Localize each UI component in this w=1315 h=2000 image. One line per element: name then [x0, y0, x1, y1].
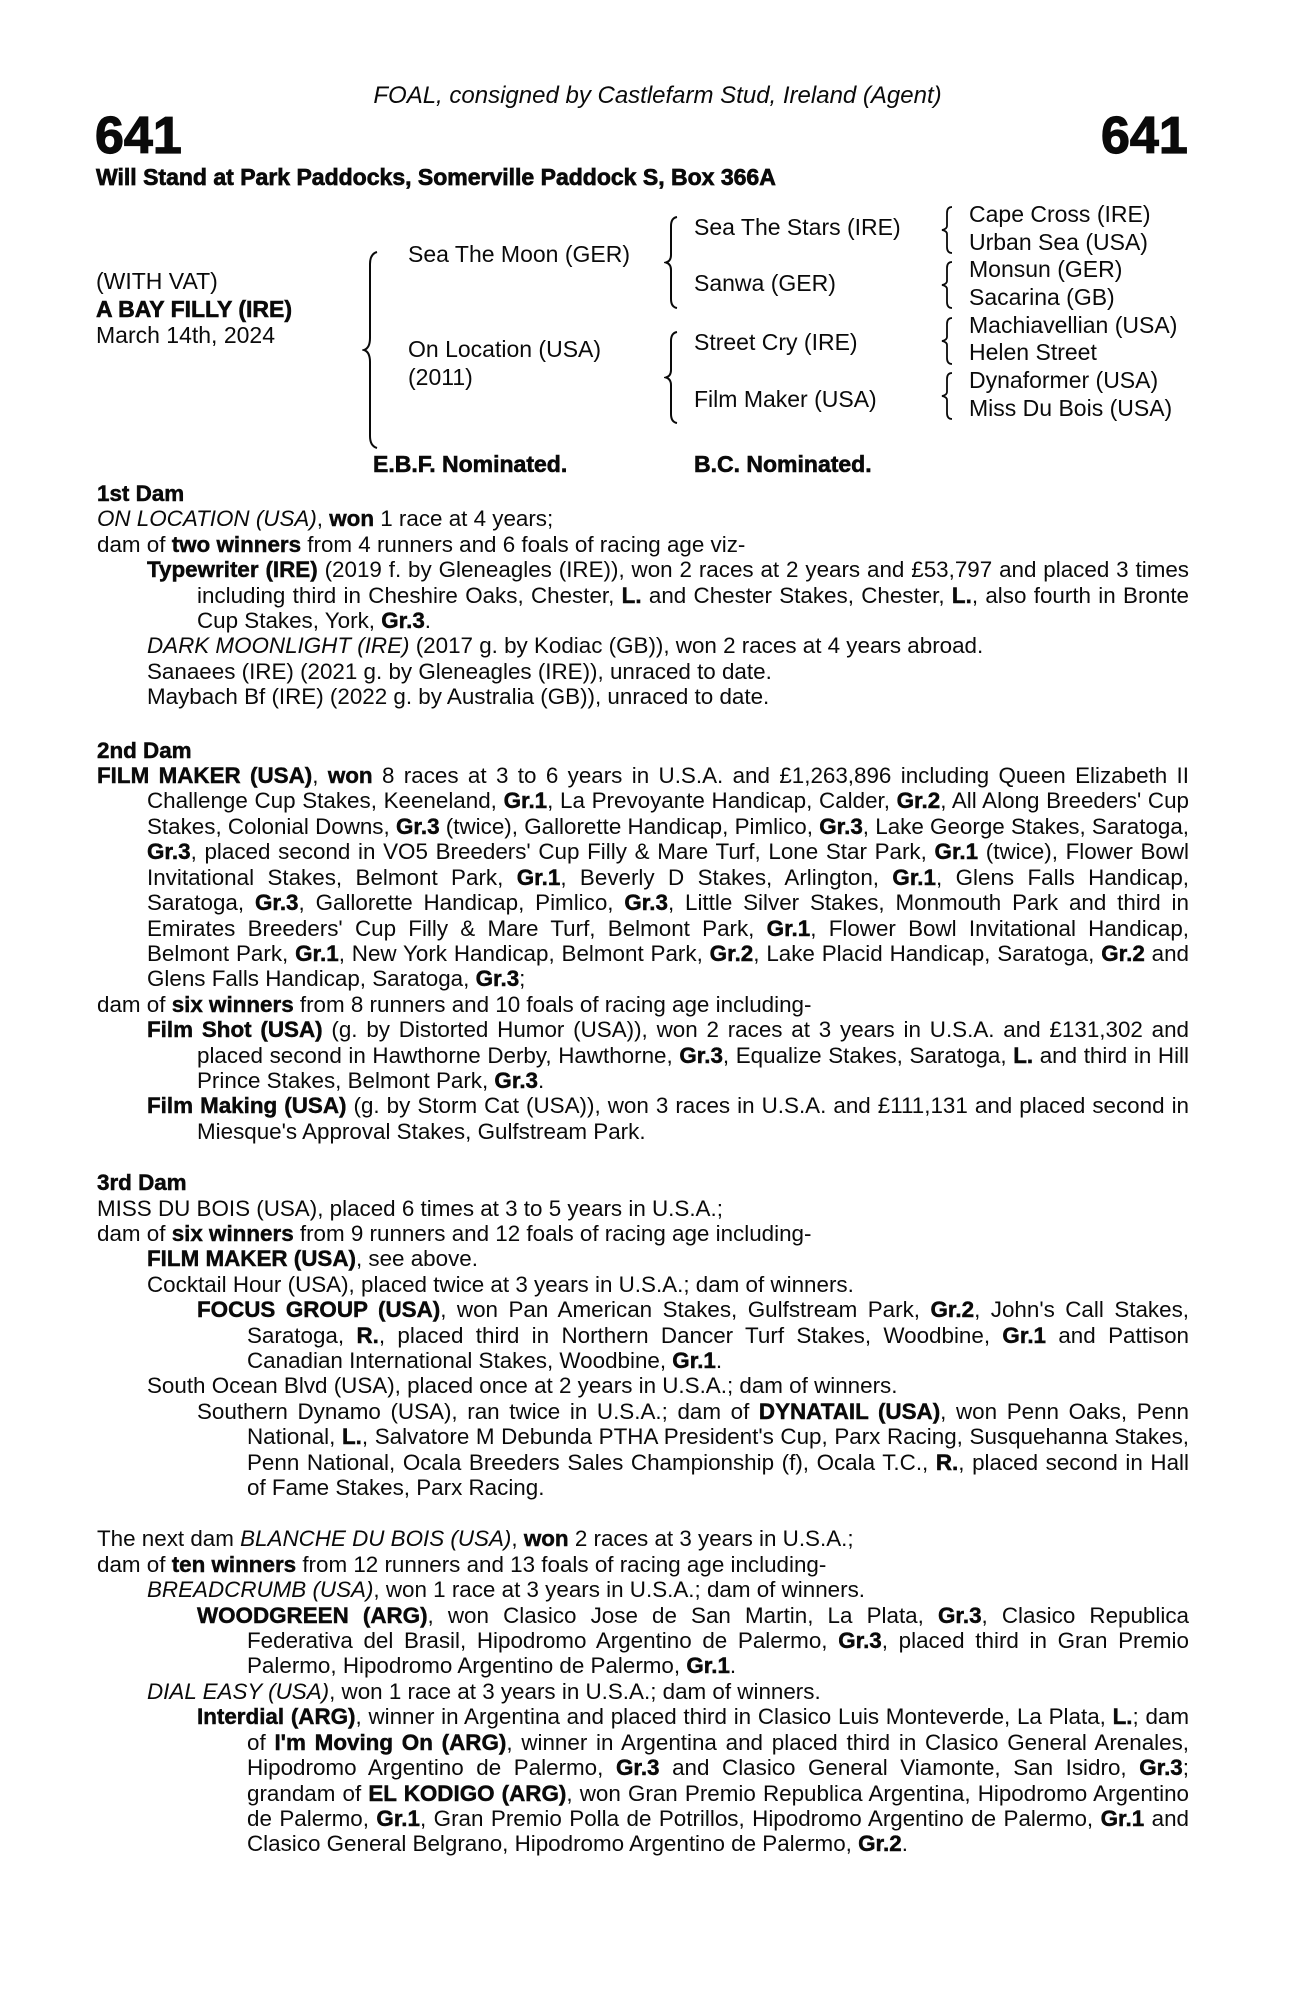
pedigree-gen3-ancestor: Urban Sea (USA)	[969, 229, 1148, 255]
text: , La Prevoyante Handicap, Calder,	[547, 788, 897, 814]
text: from 8 runners and 10 foals of racing age including-	[293, 991, 812, 1017]
progeny-record	[97, 1679, 1189, 1704]
bold-text: Gr.1	[686, 1653, 730, 1679]
text: ; dam of	[247, 1704, 1190, 1755]
text: , Salvatore M Debunda PTHA President's Cup, Parx Racing, Susquehanna Stakes, Penn National, Ocala Breeders Sales Championship (f), Ocala T.C.,	[247, 1424, 1189, 1475]
bold-text: L.	[621, 582, 642, 608]
progeny-record	[97, 684, 1189, 709]
text: .	[424, 608, 432, 634]
pedigree-dam-sire: Street Cry (IRE)	[694, 329, 858, 355]
bold-text: Gr.2	[930, 1297, 975, 1323]
text: , won 1 race at 3 years in U.S.A.; dam of winners.	[373, 1577, 865, 1603]
italic-text: DARK MOONLIGHT (IRE)	[147, 633, 410, 659]
ebf-nomination: E.B.F. Nominated.	[373, 451, 568, 477]
text: , Clasico Republica Federativa del Brasil, Hipodromo Argentino de Palermo,	[247, 1602, 1189, 1654]
text: , Flower Bowl Invitational Handicap, Belmont Park,	[147, 915, 1190, 966]
text: South Ocean Blvd (USA), placed once at 2 years in U.S.A.; dam of winners.	[147, 1373, 898, 1399]
pedigree-gen3-ancestor: Dynaformer (USA)	[969, 367, 1159, 393]
bold-text: DYNATAIL (USA)	[758, 1398, 941, 1424]
bold-text: Gr.3	[147, 839, 191, 865]
bold-text: Gr.1	[516, 864, 561, 890]
bold-text: Typewriter (IRE)	[147, 557, 318, 583]
text: , won Gran Premio Republica Argentina, Hipodromo Argentino de Palermo,	[247, 1780, 1189, 1831]
bold-text: Gr.3	[254, 890, 299, 916]
text: (g. by Distorted Humor (USA)), won 2 races at 3 years in U.S.A. and £131,302 and placed second in Hawthorne Derby, Hawthorne,	[197, 1017, 1190, 1068]
text: and Pattison Canadian International Stakes, Woodbine,	[247, 1322, 1189, 1373]
text: , won 1 race at 3 years in U.S.A.; dam of winners.	[329, 1678, 821, 1704]
text: , Lake George Stakes, Saratoga,	[862, 813, 1190, 839]
text: , won Penn Oaks, Penn National,	[247, 1398, 1189, 1450]
progeny-record	[97, 633, 1189, 658]
bold-text: L.	[1112, 1704, 1133, 1730]
text: The next dam	[97, 1526, 241, 1552]
text: 1 race at 4 years;	[374, 506, 554, 532]
text: , All Along Breeders' Cup Stakes, Colonial Downs,	[147, 788, 1189, 839]
bold-text: Interdial (ARG)	[197, 1704, 356, 1730]
horse-name: A BAY FILLY (IRE)	[96, 296, 292, 322]
section-heading: 2nd Dam	[97, 737, 192, 763]
italic-text: DIAL EASY (USA)	[147, 1678, 330, 1704]
text: , also fourth in Bronte Cup Stakes, York,	[197, 582, 1189, 634]
text: ,	[312, 763, 328, 789]
text: and Clasico General Belgrano, Hipodromo Argentino de Palermo,	[247, 1805, 1189, 1857]
progeny-record	[97, 1704, 1189, 1856]
text: , winner in Argentina and placed third in Clasico General Arenales, Hipodromo Argentino de Palermo,	[247, 1729, 1190, 1781]
bold-text: I'm Moving On (ARG)	[274, 1729, 507, 1755]
bold-text: won	[329, 506, 375, 532]
dam-record	[97, 763, 1189, 992]
bold-text: Gr.3	[615, 1755, 660, 1781]
progeny-record	[97, 557, 1189, 633]
text: dam of	[97, 531, 172, 557]
pedigree-dam-dam: Film Maker (USA)	[694, 386, 877, 412]
pedigree-gen3-ancestor: Monsun (GER)	[969, 256, 1123, 282]
bold-text: won	[327, 763, 373, 789]
progeny-record	[97, 1093, 1189, 1144]
text: , John's Call Stakes, Saratoga,	[247, 1297, 1189, 1348]
bold-text: Film Shot (USA)	[147, 1017, 323, 1043]
pedigree-gen3-ancestor: Miss Du Bois (USA)	[969, 395, 1173, 421]
text: Sanaees (IRE) (2021 g. by Gleneagles (IRE)), unraced to date.	[147, 658, 772, 684]
bold-text: WOODGREEN (ARG)	[197, 1602, 428, 1628]
progeny-record	[97, 1297, 1189, 1373]
pedigree-brace-gen3	[940, 316, 954, 366]
text: and third in Hill Prince Stakes, Belmont Park,	[197, 1042, 1189, 1093]
italic-text: BLANCHE DU BOIS (USA)	[240, 1526, 512, 1552]
lot-number-right: 641	[1101, 107, 1188, 165]
consignor-line: FOAL, consigned by Castlefarm Stud, Ireland (Agent)	[373, 82, 942, 109]
bold-text: Gr.2	[709, 940, 754, 966]
italic-text: BREADCRUMB (USA)	[147, 1577, 374, 1603]
text: , Lake Placid Handicap, Saratoga,	[753, 940, 1102, 966]
dam-record	[97, 1221, 1189, 1246]
pedigree-brace-sire-line	[664, 215, 680, 310]
section-heading: 1st Dam	[97, 481, 185, 506]
bold-text: Gr.3	[475, 966, 520, 992]
text: , Equalize Stakes, Saratoga,	[722, 1042, 1014, 1068]
section-heading: 3rd Dam	[97, 1170, 187, 1196]
bold-text: Gr.1	[766, 915, 811, 941]
bold-text: Gr.2	[896, 788, 941, 814]
bc-nomination: B.C. Nominated.	[694, 451, 872, 477]
bold-text: ten winners	[171, 1551, 297, 1577]
bold-text: Gr.1	[1100, 1805, 1145, 1831]
text: .	[715, 1348, 723, 1373]
text: (twice), Flower Bowl Invitational Stakes, Belmont Park,	[147, 839, 1189, 890]
text: from 12 runners and 13 foals of racing age including-	[296, 1551, 827, 1577]
bold-text: L.	[951, 582, 972, 608]
text: , winner in Argentina and placed third in Clasico Luis Monteverde, La Plata,	[355, 1704, 1113, 1730]
text: (g. by Storm Cat (USA)), won 3 races in U.S.A. and £111,131 and placed second in Miesque's Approval Stakes, Gulfstream Park.	[197, 1093, 1189, 1144]
bold-text: R.	[935, 1449, 959, 1475]
pedigree-brace-gen3	[940, 371, 954, 421]
progeny-record	[97, 1399, 1189, 1501]
text: , see above.	[355, 1246, 478, 1272]
text: , Little Silver Stakes, Monmouth Park and third in Emirates Breeders' Cup Filly & Mare Turf, Belmont Park,	[147, 890, 1189, 941]
pedigree-brace-gen3	[940, 205, 954, 255]
dam-record	[97, 506, 1189, 531]
text: and Clasico General Viamonte, San Isidro,	[659, 1755, 1140, 1781]
text: ,	[511, 1526, 524, 1552]
progeny-record	[97, 659, 1189, 684]
dam-record	[97, 1526, 1189, 1551]
bold-text: Gr.1	[295, 940, 339, 966]
text: , placed second in Hall of Fame Stakes, Parx Racing.	[247, 1449, 1189, 1501]
bold-text: FILM MAKER (USA)	[97, 763, 313, 789]
pedigree-sire-dam: Sanwa (GER)	[694, 270, 836, 296]
bold-text: Gr.3	[381, 608, 425, 634]
bold-text: Gr.2	[1101, 940, 1145, 966]
text: ,	[316, 506, 330, 532]
text: Cocktail Hour (USA), placed twice at 3 years in U.S.A.; dam of winners.	[147, 1271, 854, 1297]
bold-text: Gr.1	[672, 1348, 716, 1373]
bold-text: six winners	[171, 1220, 294, 1246]
text: 8 races at 3 to 6 years in U.S.A. and £1,263,896 including Queen Elizabeth II Challenge Cup Stakes, Keeneland,	[147, 763, 1190, 814]
foaling-date: March 14th, 2024	[96, 322, 276, 348]
pedigree-section	[97, 1170, 1189, 1500]
text: MISS DU BOIS (USA), placed 6 times at 3 to 5 years in U.S.A.;	[97, 1195, 723, 1221]
text: , New York Handicap, Belmont Park,	[338, 940, 710, 966]
pedigree-dam: On Location (USA)	[408, 336, 602, 362]
progeny-record	[97, 1373, 1189, 1398]
bold-text: Gr.1	[892, 864, 936, 890]
progeny-record	[97, 1272, 1189, 1297]
text: (twice), Gallorette Handicap, Pimlico,	[439, 813, 820, 839]
bold-text: Gr.2	[858, 1831, 902, 1857]
bold-text: won	[523, 1526, 569, 1552]
italic-text: ON LOCATION (USA)	[97, 506, 317, 532]
dam-record	[97, 532, 1189, 557]
bold-text: Gr.1	[1002, 1322, 1046, 1348]
lot-number-left: 641	[95, 107, 182, 165]
bold-text: Gr.3	[494, 1067, 538, 1093]
progeny-record	[97, 1577, 1189, 1602]
text: Maybach Bf (IRE) (2022 g. by Australia (GB)), unraced to date.	[147, 684, 770, 710]
text: (2019 f. by Gleneagles (IRE)), won 2 races at 2 years and £53,797 and placed 3 times including third in Cheshire Oaks, Chester,	[197, 557, 1190, 608]
text: , Beverly D Stakes, Arlington,	[560, 864, 893, 890]
pedigree-gen3-ancestor: Helen Street	[969, 339, 1097, 365]
bold-text: Gr.3	[1139, 1755, 1183, 1781]
bold-text: Gr.3	[838, 1628, 882, 1654]
bold-text: L.	[341, 1424, 362, 1450]
dam-record	[97, 1552, 1189, 1577]
bold-text: Gr.3	[819, 813, 863, 839]
bold-text: Gr.1	[376, 1805, 420, 1831]
text: from 9 runners and 12 foals of racing age including-	[293, 1220, 812, 1246]
pedigree-brace-dam-line	[664, 330, 680, 425]
text: , Gallorette Handicap, Pimlico,	[298, 890, 625, 916]
pedigree-gen3-ancestor: Machiavellian (USA)	[969, 312, 1178, 338]
bold-text: Film Making (USA)	[147, 1093, 347, 1119]
pedigree-sire: Sea The Moon (GER)	[408, 241, 631, 267]
pedigree-section	[97, 738, 1189, 1145]
text: 2 races at 3 years in U.S.A.;	[568, 1526, 854, 1552]
progeny-record	[97, 1246, 1189, 1271]
text: .	[538, 1067, 545, 1093]
pedigree-section	[97, 481, 1189, 710]
bold-text: Gr.3	[937, 1602, 982, 1628]
text: dam of	[97, 991, 172, 1017]
bold-text: Gr.3	[624, 890, 668, 916]
stabling-location: Will Stand at Park Paddocks, Somerville Paddock S, Box 366A	[96, 164, 776, 190]
progeny-record	[97, 1603, 1189, 1679]
text: dam of	[97, 1551, 172, 1577]
pedigree-gen3-ancestor: Cape Cross (IRE)	[969, 201, 1151, 227]
text: , won Clasico Jose de San Martin, La Plata,	[427, 1602, 938, 1628]
bold-text: R.	[356, 1322, 379, 1348]
produce-record	[97, 481, 1189, 1857]
pedigree-gen3-ancestor: Sacarina (GB)	[969, 284, 1115, 310]
bold-text: two winners	[171, 531, 302, 557]
bold-text: Gr.1	[503, 788, 548, 814]
dam-record	[97, 992, 1189, 1017]
pedigree-brace-gen3	[940, 260, 954, 310]
text: from 4 runners and 6 foals of racing age viz-	[301, 531, 746, 557]
text: dam of	[97, 1220, 172, 1246]
bold-text: L.	[1013, 1042, 1034, 1068]
text: , Glens Falls Handicap, Saratoga,	[147, 864, 1189, 916]
text: , placed second in VO5 Breeders' Cup Filly & Mare Turf, Lone Star Park,	[190, 839, 935, 865]
text: .	[901, 1831, 908, 1857]
bold-text: Gr.3	[395, 813, 440, 839]
vat-note: (WITH VAT)	[96, 268, 218, 294]
bold-text: six winners	[171, 991, 294, 1017]
text: Southern Dynamo (USA), ran twice in U.S.A.; dam of	[197, 1398, 759, 1424]
text: .	[729, 1653, 737, 1679]
text: , won Pan American Stakes, Gulfstream Park,	[440, 1297, 931, 1323]
bold-text: FOCUS GROUP (USA)	[197, 1297, 441, 1323]
bold-text: Gr.3	[679, 1042, 723, 1068]
pedigree-section	[97, 1526, 1189, 1856]
bold-text: FILM MAKER (USA)	[147, 1246, 356, 1272]
dam-record	[97, 1196, 1189, 1221]
bold-text: Gr.1	[934, 839, 979, 865]
pedigree-brace-gen1	[362, 250, 382, 450]
text: and Chester Stakes, Chester,	[641, 582, 952, 608]
bold-text: EL KODIGO (ARG)	[368, 1780, 567, 1806]
text: , placed third in Gran Premio Palermo, Hipodromo Argentino de Palermo,	[247, 1628, 1189, 1679]
text: , Gran Premio Polla de Potrillos, Hipodromo Argentino de Palermo,	[419, 1805, 1101, 1831]
text: ;	[519, 966, 526, 992]
text: ; grandam of	[247, 1755, 1189, 1806]
text: , placed third in Northern Dancer Turf Stakes, Woodbine,	[378, 1322, 1003, 1348]
pedigree-sire-sire: Sea The Stars (IRE)	[694, 214, 901, 240]
pedigree-dam-year: (2011)	[408, 364, 473, 390]
text: and Glens Falls Handicap, Saratoga,	[147, 940, 1190, 992]
progeny-record	[97, 1017, 1189, 1093]
text: (2017 g. by Kodiac (GB)), won 2 races at 4 years abroad.	[409, 633, 984, 659]
